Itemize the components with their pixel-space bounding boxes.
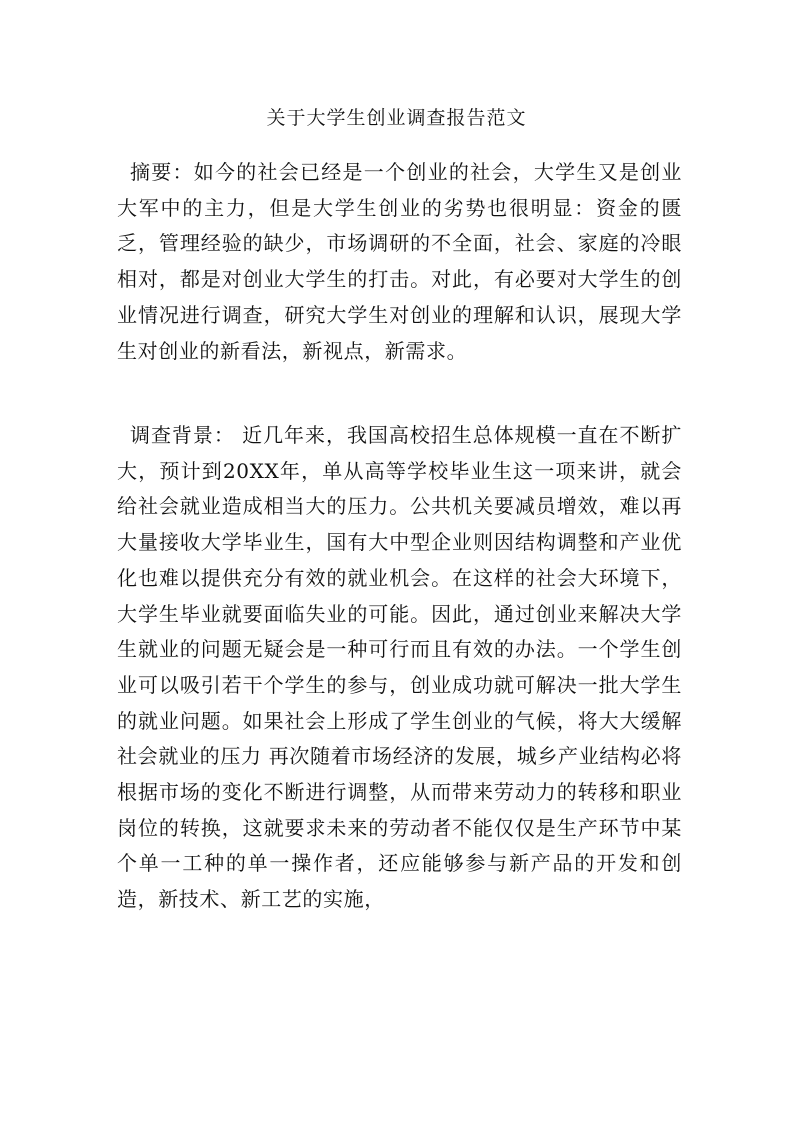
- document-title: 关于大学生创业调查报告范文: [266, 107, 527, 129]
- abstract-paragraph: 摘要：如今的社会已经是一个创业的社会，大学生又是创业大军中的主力，但是大学生创业的劣势也很明显：资金的匮乏，管理经验的缺少，市场调研的不全面，社会、家庭的冷眼相对，都是对创业大学生的打击。对此，有必要对大学生的创业情况进行调查，研究大学生对创业的理解和认识，展现大学生对创业的新看法，新视点，新需求。: [117, 160, 682, 363]
- background-paragraph: 调查背景： 近几年来，我国高校招生总体规模一直在不断扩大，预计到20XX年，单从高等学校毕业生这一项来讲，就会给社会就业造成相当大的压力。公共机关要减员增效，难以再大量接收大学毕业生，国有大中型企业则因结构调整和产业优化也难以提供充分有效的就业机会。在这样的社会大环境下，大学生毕业就要面临失业的可能。因此，通过创业来解决大学生就业的问题无疑会是一种可行而且有效的办法。一个学生创业可以吸引若干个学生的参与，创业成功就可解决一批大学生的就业问题。如果社会上形成了学生创业的气候，将大大缓解社会就业的压力 再次随着市场经济的发展，城乡产业结构必将根据市场的变化不断进行调整，从而带来劳动力的转移和职业岗位的转换，这就要求未来的劳动者不能仅仅是生产环节中某个单一工种的单一操作者，还应能够参与新产品的开发和创造，新技术、新工艺的实施，: [117, 423, 682, 912]
